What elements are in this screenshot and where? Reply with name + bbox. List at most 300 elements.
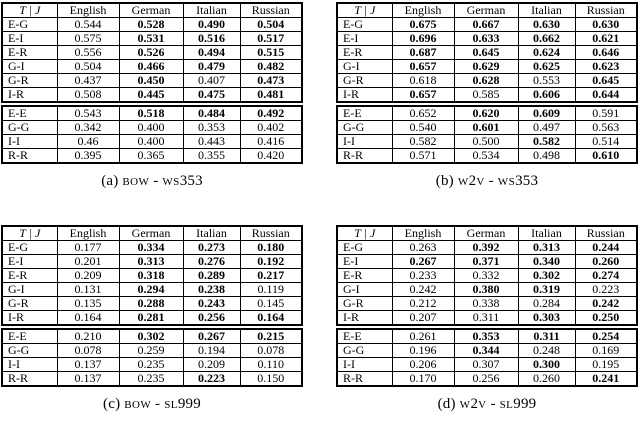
row-label: G-I <box>2 60 57 74</box>
value-cell: 0.620 <box>454 106 518 121</box>
table-panel-a <box>1 2 303 190</box>
table-row <box>2 358 302 372</box>
value-cell: 0.437 <box>57 74 119 88</box>
value-cell: 0.610 <box>575 149 637 164</box>
value-cell: 0.609 <box>518 106 575 121</box>
caption-smallcaps-segment: BOW <box>124 399 152 411</box>
row-label: G-R <box>2 297 57 311</box>
table-row <box>337 121 637 135</box>
value-cell: 0.302 <box>119 329 183 344</box>
value-cell: 0.195 <box>575 358 637 372</box>
results-table-b-cross <box>336 2 638 103</box>
caption-text-segment: 353 <box>515 173 539 189</box>
value-cell: 0.450 <box>119 74 183 88</box>
value-cell: 0.078 <box>240 344 302 358</box>
value-cell: 0.170 <box>392 372 454 387</box>
table-row <box>2 283 302 297</box>
caption-text-segment: 999 <box>177 396 201 412</box>
value-cell: 0.407 <box>183 74 240 88</box>
value-cell: 0.618 <box>392 74 454 88</box>
value-cell: 0.516 <box>183 32 240 46</box>
row-label: E-I <box>337 32 392 46</box>
value-cell: 0.497 <box>518 121 575 135</box>
caption-smallcaps-segment: W <box>459 399 471 411</box>
value-cell: 0.400 <box>119 121 183 135</box>
value-cell: 0.196 <box>392 344 454 358</box>
value-cell: 0.504 <box>57 60 119 74</box>
caption-text-segment: (c) <box>103 396 125 412</box>
value-cell: 0.284 <box>518 297 575 311</box>
value-cell: 0.420 <box>240 149 302 164</box>
value-cell: 0.238 <box>183 283 240 297</box>
row-label: E-E <box>337 106 392 121</box>
value-cell: 0.259 <box>119 344 183 358</box>
table-row <box>2 32 302 46</box>
value-cell: 0.540 <box>392 121 454 135</box>
value-cell: 0.494 <box>183 46 240 60</box>
value-cell: 0.498 <box>518 149 575 164</box>
value-cell: 0.475 <box>183 88 240 103</box>
value-cell: 0.303 <box>518 311 575 326</box>
table-row <box>337 135 637 149</box>
caption-text-segment: 999 <box>513 396 537 412</box>
table-row <box>2 74 302 88</box>
table-row <box>2 88 302 103</box>
column-header: Italian <box>518 226 575 241</box>
table-row <box>2 329 302 344</box>
row-label: E-G <box>2 241 57 255</box>
value-cell: 0.212 <box>392 297 454 311</box>
caption-text-segment: (d) <box>437 396 460 412</box>
value-cell: 0.119 <box>240 283 302 297</box>
value-cell: 0.628 <box>454 74 518 88</box>
value-cell: 0.244 <box>575 241 637 255</box>
value-cell: 0.313 <box>119 255 183 269</box>
table-row <box>2 46 302 60</box>
value-cell: 0.302 <box>518 269 575 283</box>
value-cell: 0.313 <box>518 241 575 255</box>
value-cell: 0.135 <box>57 297 119 311</box>
value-cell: 0.223 <box>575 283 637 297</box>
row-label: E-G <box>337 18 392 32</box>
row-label: I-I <box>2 358 57 372</box>
caption-smallcaps-segment: BOW <box>122 176 150 188</box>
value-cell: 0.201 <box>57 255 119 269</box>
column-header: Russian <box>575 3 637 18</box>
column-header: Italian <box>183 226 240 241</box>
value-cell: 0.281 <box>119 311 183 326</box>
value-cell: 0.261 <box>392 329 454 344</box>
table-row <box>337 283 637 297</box>
table-row <box>337 74 637 88</box>
value-cell: 0.340 <box>518 255 575 269</box>
row-label: I-R <box>337 311 392 326</box>
value-cell: 0.353 <box>454 329 518 344</box>
value-cell: 0.443 <box>183 135 240 149</box>
column-header: German <box>119 226 183 241</box>
value-cell: 0.508 <box>57 88 119 103</box>
value-cell: 0.46 <box>57 135 119 149</box>
value-cell: 0.395 <box>57 149 119 164</box>
row-label: G-I <box>337 283 392 297</box>
value-cell: 0.500 <box>454 135 518 149</box>
row-label: I-I <box>2 135 57 149</box>
caption-text-segment: - <box>149 173 163 189</box>
column-header: English <box>57 226 119 241</box>
table-row <box>2 269 302 283</box>
row-label: G-R <box>337 74 392 88</box>
value-cell: 0.194 <box>183 344 240 358</box>
value-cell: 0.575 <box>57 32 119 46</box>
row-label: E-G <box>2 18 57 32</box>
value-cell: 0.585 <box>454 88 518 103</box>
value-cell: 0.209 <box>57 269 119 283</box>
value-cell: 0.243 <box>183 297 240 311</box>
value-cell: 0.274 <box>575 269 637 283</box>
table-row <box>337 60 637 74</box>
value-cell: 0.623 <box>575 60 637 74</box>
row-label: I-R <box>2 311 57 326</box>
value-cell: 0.365 <box>119 149 183 164</box>
value-cell: 0.591 <box>575 106 637 121</box>
value-cell: 0.150 <box>240 372 302 387</box>
row-label: E-R <box>2 46 57 60</box>
value-cell: 0.233 <box>392 269 454 283</box>
value-cell: 0.479 <box>183 60 240 74</box>
value-cell: 0.177 <box>57 241 119 255</box>
value-cell: 0.553 <box>518 74 575 88</box>
value-cell: 0.164 <box>57 311 119 326</box>
value-cell: 0.344 <box>454 344 518 358</box>
table-row <box>337 46 637 60</box>
row-label: I-I <box>337 358 392 372</box>
value-cell: 0.242 <box>392 283 454 297</box>
caption-smallcaps-segment: WS <box>162 176 180 188</box>
row-label: E-E <box>2 329 57 344</box>
column-header: English <box>57 3 119 18</box>
row-label: R-R <box>337 372 392 387</box>
row-label: E-G <box>337 241 392 255</box>
value-cell: 0.311 <box>454 311 518 326</box>
table-row <box>2 297 302 311</box>
value-cell: 0.217 <box>240 269 302 283</box>
caption-text-segment: 2 <box>468 173 477 189</box>
table-row <box>337 149 637 164</box>
value-cell: 0.606 <box>518 88 575 103</box>
table-row <box>337 255 637 269</box>
value-cell: 0.223 <box>183 372 240 387</box>
column-header: T | J <box>337 3 392 18</box>
value-cell: 0.492 <box>240 106 302 121</box>
value-cell: 0.544 <box>57 18 119 32</box>
value-cell: 0.400 <box>119 135 183 149</box>
caption-text-segment: - <box>484 173 498 189</box>
table-row <box>337 88 637 103</box>
value-cell: 0.687 <box>392 46 454 60</box>
value-cell: 0.256 <box>454 372 518 387</box>
caption-smallcaps-segment: V <box>478 399 487 411</box>
value-cell: 0.215 <box>240 329 302 344</box>
value-cell: 0.319 <box>518 283 575 297</box>
table-row <box>337 372 637 387</box>
value-cell: 0.582 <box>392 135 454 149</box>
value-cell: 0.210 <box>57 329 119 344</box>
results-table-d-cross <box>336 225 638 326</box>
value-cell: 0.169 <box>575 344 637 358</box>
value-cell: 0.621 <box>575 32 637 46</box>
table-row <box>337 297 637 311</box>
value-cell: 0.517 <box>240 32 302 46</box>
column-header: German <box>454 3 518 18</box>
value-cell: 0.207 <box>392 311 454 326</box>
caption-smallcaps-segment: W <box>457 176 469 188</box>
header-row <box>2 3 302 18</box>
row-label: E-I <box>2 32 57 46</box>
table-row <box>337 106 637 121</box>
value-cell: 0.445 <box>119 88 183 103</box>
row-label: G-I <box>2 283 57 297</box>
value-cell: 0.311 <box>518 329 575 344</box>
value-cell: 0.248 <box>518 344 575 358</box>
value-cell: 0.256 <box>183 311 240 326</box>
value-cell: 0.490 <box>183 18 240 32</box>
table-row <box>337 241 637 255</box>
table-row <box>2 149 302 164</box>
row-label: G-R <box>337 297 392 311</box>
column-header: German <box>119 3 183 18</box>
value-cell: 0.402 <box>240 121 302 135</box>
value-cell: 0.504 <box>240 18 302 32</box>
value-cell: 0.582 <box>518 135 575 149</box>
row-label: E-R <box>2 269 57 283</box>
value-cell: 0.131 <box>57 283 119 297</box>
value-cell: 0.235 <box>119 358 183 372</box>
value-cell: 0.110 <box>240 358 302 372</box>
row-label: R-R <box>2 149 57 164</box>
value-cell: 0.164 <box>240 311 302 326</box>
table-row <box>2 106 302 121</box>
value-cell: 0.531 <box>119 32 183 46</box>
value-cell: 0.629 <box>454 60 518 74</box>
value-cell: 0.355 <box>183 149 240 164</box>
table-row <box>337 269 637 283</box>
row-label: G-G <box>2 344 57 358</box>
row-label: R-R <box>2 372 57 387</box>
value-cell: 0.250 <box>575 311 637 326</box>
caption-text-segment: - <box>486 396 500 412</box>
value-cell: 0.645 <box>575 74 637 88</box>
value-cell: 0.644 <box>575 88 637 103</box>
table-row <box>2 255 302 269</box>
value-cell: 0.657 <box>392 88 454 103</box>
table-row <box>337 311 637 326</box>
value-cell: 0.267 <box>392 255 454 269</box>
value-cell: 0.646 <box>575 46 637 60</box>
value-cell: 0.288 <box>119 297 183 311</box>
value-cell: 0.675 <box>392 18 454 32</box>
table-panel-c <box>1 225 303 413</box>
value-cell: 0.241 <box>575 372 637 387</box>
table-row <box>337 358 637 372</box>
value-cell: 0.380 <box>454 283 518 297</box>
caption-d <box>336 396 638 413</box>
table-row <box>2 60 302 74</box>
value-cell: 0.526 <box>119 46 183 60</box>
table-panel-b <box>336 2 638 190</box>
value-cell: 0.657 <box>392 60 454 74</box>
value-cell: 0.601 <box>454 121 518 135</box>
value-cell: 0.371 <box>454 255 518 269</box>
value-cell: 0.563 <box>575 121 637 135</box>
column-header: T | J <box>2 226 57 241</box>
table-row <box>2 241 302 255</box>
value-cell: 0.484 <box>183 106 240 121</box>
column-header: Italian <box>518 3 575 18</box>
value-cell: 0.294 <box>119 283 183 297</box>
column-header: English <box>392 226 454 241</box>
table-panel-d <box>336 225 638 413</box>
caption-text-segment: (b) <box>435 173 458 189</box>
value-cell: 0.334 <box>119 241 183 255</box>
table-row <box>2 344 302 358</box>
value-cell: 0.652 <box>392 106 454 121</box>
value-cell: 0.078 <box>57 344 119 358</box>
value-cell: 0.630 <box>575 18 637 32</box>
value-cell: 0.338 <box>454 297 518 311</box>
value-cell: 0.180 <box>240 241 302 255</box>
column-header: English <box>392 3 454 18</box>
caption-text-segment: (a) <box>101 173 123 189</box>
table-row <box>2 311 302 326</box>
value-cell: 0.624 <box>518 46 575 60</box>
caption-smallcaps-segment: SL <box>499 399 514 411</box>
value-cell: 0.571 <box>392 149 454 164</box>
value-cell: 0.482 <box>240 60 302 74</box>
value-cell: 0.332 <box>454 269 518 283</box>
row-label: E-E <box>337 329 392 344</box>
results-table-c-cross <box>1 225 303 326</box>
value-cell: 0.206 <box>392 358 454 372</box>
value-cell: 0.518 <box>119 106 183 121</box>
row-label: R-R <box>337 149 392 164</box>
column-header: Russian <box>575 226 637 241</box>
value-cell: 0.260 <box>575 255 637 269</box>
table-row <box>2 372 302 387</box>
value-cell: 0.633 <box>454 32 518 46</box>
table-row <box>2 18 302 32</box>
row-label: G-I <box>337 60 392 74</box>
row-label: G-G <box>2 121 57 135</box>
value-cell: 0.534 <box>454 149 518 164</box>
value-cell: 0.515 <box>240 46 302 60</box>
value-cell: 0.392 <box>454 241 518 255</box>
row-label: G-R <box>2 74 57 88</box>
value-cell: 0.696 <box>392 32 454 46</box>
results-table-a-cross <box>1 2 303 103</box>
column-header: German <box>454 226 518 241</box>
caption-c <box>1 396 303 413</box>
value-cell: 0.353 <box>183 121 240 135</box>
value-cell: 0.466 <box>119 60 183 74</box>
value-cell: 0.276 <box>183 255 240 269</box>
value-cell: 0.242 <box>575 297 637 311</box>
value-cell: 0.192 <box>240 255 302 269</box>
value-cell: 0.137 <box>57 372 119 387</box>
caption-text-segment: - <box>151 396 165 412</box>
results-table-d-mono <box>336 328 638 387</box>
value-cell: 0.342 <box>57 121 119 135</box>
value-cell: 0.260 <box>518 372 575 387</box>
row-label: I-R <box>2 88 57 103</box>
caption-a <box>1 173 303 190</box>
header-row <box>337 226 637 241</box>
value-cell: 0.662 <box>518 32 575 46</box>
caption-text-segment: 353 <box>179 173 203 189</box>
value-cell: 0.481 <box>240 88 302 103</box>
value-cell: 0.543 <box>57 106 119 121</box>
column-header: Russian <box>240 226 302 241</box>
column-header: Italian <box>183 3 240 18</box>
value-cell: 0.263 <box>392 241 454 255</box>
caption-b <box>336 173 638 190</box>
results-table-c-mono <box>1 328 303 387</box>
row-label: G-G <box>337 344 392 358</box>
row-label: E-I <box>2 255 57 269</box>
header-row <box>337 3 637 18</box>
caption-smallcaps-segment: V <box>476 176 485 188</box>
value-cell: 0.416 <box>240 135 302 149</box>
value-cell: 0.307 <box>454 358 518 372</box>
value-cell: 0.267 <box>183 329 240 344</box>
value-cell: 0.625 <box>518 60 575 74</box>
value-cell: 0.137 <box>57 358 119 372</box>
table-row <box>337 329 637 344</box>
header-row <box>2 226 302 241</box>
value-cell: 0.254 <box>575 329 637 344</box>
value-cell: 0.556 <box>57 46 119 60</box>
caption-smallcaps-segment: SL <box>164 399 178 411</box>
value-cell: 0.318 <box>119 269 183 283</box>
row-label: G-G <box>337 121 392 135</box>
value-cell: 0.273 <box>183 241 240 255</box>
row-label: E-R <box>337 46 392 60</box>
table-row <box>2 121 302 135</box>
value-cell: 0.667 <box>454 18 518 32</box>
table-row <box>2 135 302 149</box>
value-cell: 0.289 <box>183 269 240 283</box>
caption-text-segment: 2 <box>470 396 479 412</box>
caption-smallcaps-segment: WS <box>497 176 516 188</box>
column-header: Russian <box>240 3 302 18</box>
value-cell: 0.528 <box>119 18 183 32</box>
value-cell: 0.473 <box>240 74 302 88</box>
value-cell: 0.514 <box>575 135 637 149</box>
results-table-a-mono <box>1 105 303 164</box>
value-cell: 0.630 <box>518 18 575 32</box>
row-label: I-I <box>337 135 392 149</box>
row-label: E-E <box>2 106 57 121</box>
table-row <box>337 18 637 32</box>
value-cell: 0.300 <box>518 358 575 372</box>
table-row <box>337 344 637 358</box>
column-header: T | J <box>337 226 392 241</box>
row-label: E-R <box>337 269 392 283</box>
table-row <box>337 32 637 46</box>
value-cell: 0.209 <box>183 358 240 372</box>
results-table-b-mono <box>336 105 638 164</box>
value-cell: 0.645 <box>454 46 518 60</box>
row-label: I-R <box>337 88 392 103</box>
